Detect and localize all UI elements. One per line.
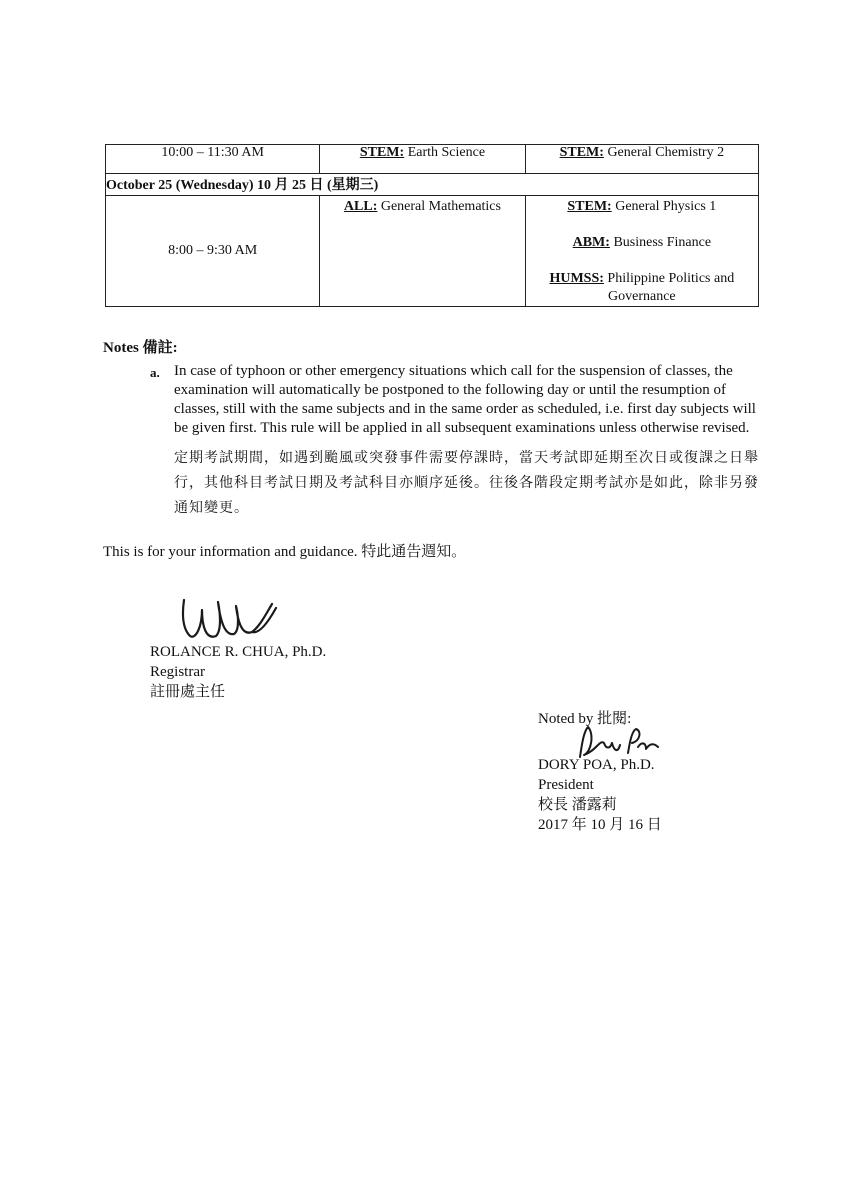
subject-cell (525, 196, 758, 307)
time-cell: 10:00 – 11:30 AM (106, 145, 320, 174)
strand-label: STEM: (559, 145, 604, 160)
subject-name: General Chemistry 2 (607, 145, 725, 160)
strand-label: ALL: (343, 199, 378, 214)
strand-label: HUMSS: (549, 271, 604, 286)
strand-label: STEM: (567, 199, 612, 214)
strand-label: STEM: (359, 145, 405, 160)
list-item (526, 270, 758, 306)
registrar-name: ROLANCE R. CHUA, Ph.D. (150, 644, 327, 660)
registrar-title: Registrar (150, 664, 205, 680)
list-item (526, 198, 758, 216)
table-row (106, 145, 759, 174)
date-header-row (106, 174, 759, 196)
document-date: 2017 年 10 月 16 日 (538, 817, 662, 833)
registrar-signature-block (150, 600, 326, 702)
list-item (526, 234, 758, 252)
note-item (150, 362, 760, 521)
date-header: October 25 (Wednesday) 10 月 25 日 (星期三) (106, 174, 759, 196)
president-signature-block (538, 709, 662, 835)
note-chinese-text: 定期考試期間，如遇到颱風或突發事件需要停課時，當天考試即延期至次日或復課之日舉行，其他科目考試日期及考試科目亦順序延後。往後各階段定期考試亦是如此，除非另發通知變更。 (174, 450, 759, 516)
notes-heading: Notes 備註: (103, 340, 178, 356)
subject-cell (525, 145, 758, 174)
subject-name: General Mathematics (380, 199, 501, 214)
note-letter: a. (150, 365, 160, 380)
subject-cell (320, 196, 525, 307)
exam-schedule-table (105, 144, 759, 307)
subject-name: Philippine Politics and Governance (607, 271, 735, 304)
note-english-text: In case of typhoon or other emergency situations which call for the suspension of classes, the examination will automatically be postponed to the following day or until the resumption of classes, still with the same subjects and in the same order as scheduled, i.e. first day subjects will be given first. This rule will be applied in all subsequent examinations unless otherwise revised. (174, 363, 756, 436)
subject-name: Earth Science (407, 145, 486, 160)
president-name: DORY POA, Ph.D. (538, 757, 655, 773)
subject-cell (320, 145, 525, 174)
noted-by-label: Noted by 批閱: (538, 711, 632, 727)
info-line: This is for your information and guidance. 特此通告週知。 (103, 544, 467, 560)
time-cell: 8:00 – 9:30 AM (106, 196, 320, 307)
table-row (106, 196, 759, 307)
subject-name: General Physics 1 (615, 199, 717, 214)
registrar-title-zh: 註冊處主任 (150, 684, 226, 700)
strand-label: ABM: (572, 235, 610, 250)
president-title-zh: 校長 潘露莉 (538, 797, 617, 813)
subject-name: Business Finance (613, 235, 712, 250)
registrar-signature-scribble (176, 596, 286, 646)
president-title: President (538, 777, 594, 793)
